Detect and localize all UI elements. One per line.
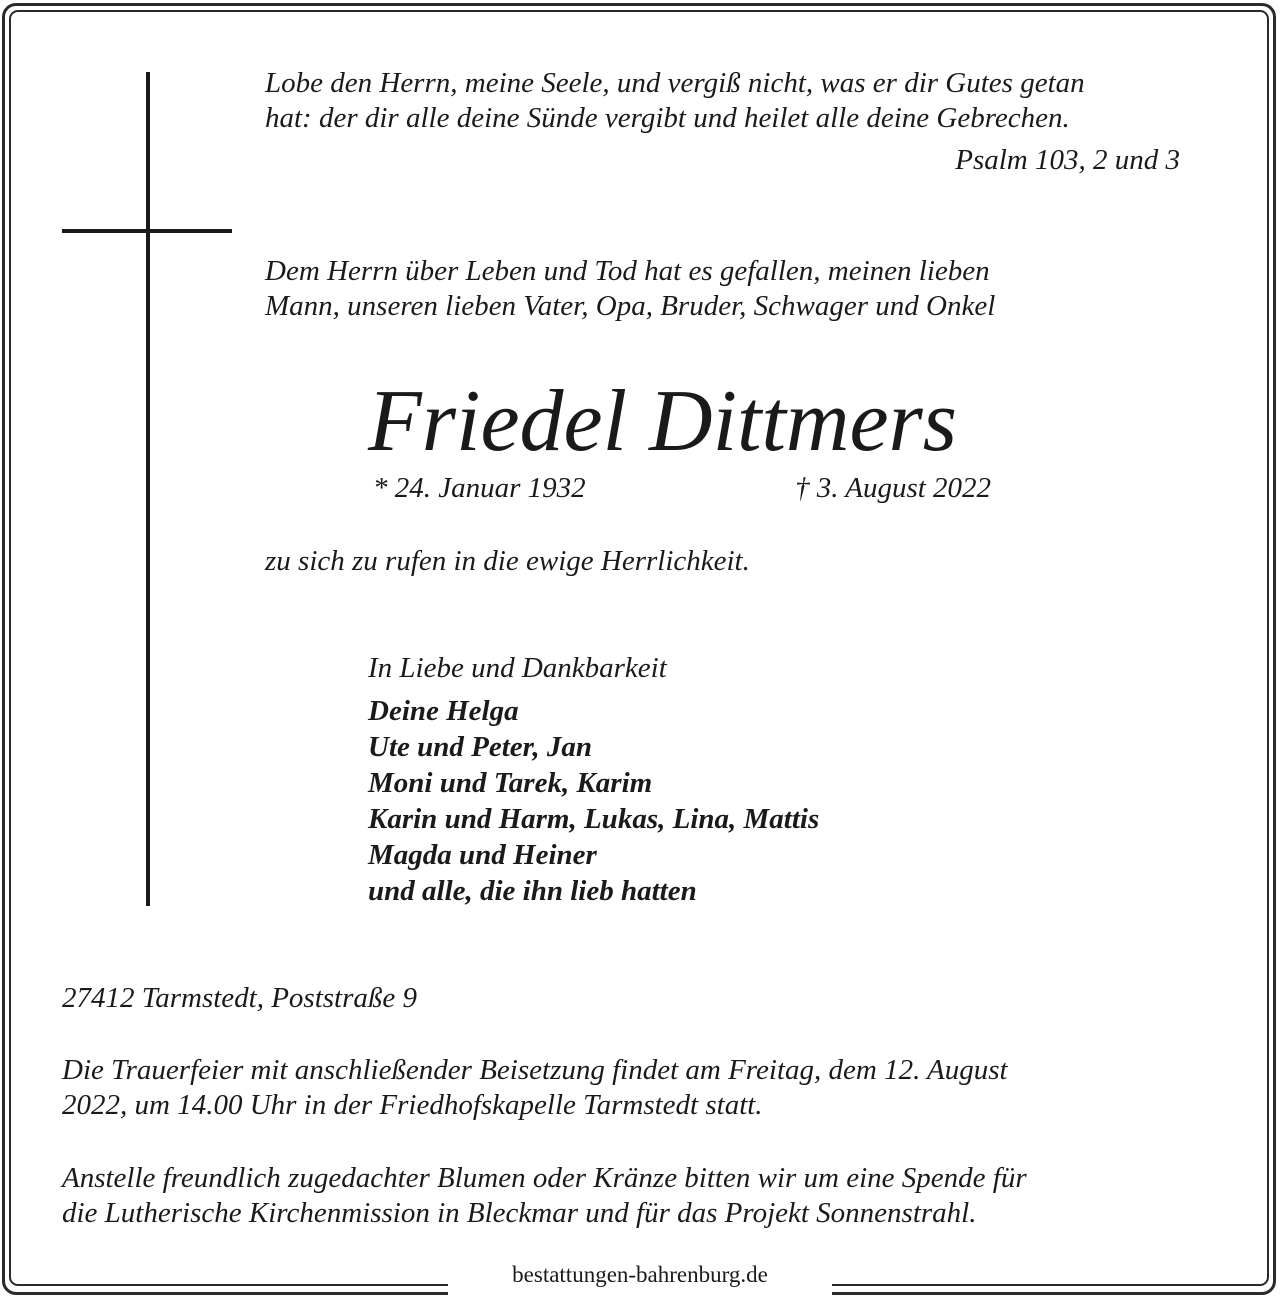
outro-text: zu sich zu rufen in die ewige Herrlichkeit. [265,545,750,577]
mourner-line: Deine Helga [368,695,519,727]
donation-line: Anstelle freundlich zugedachter Blumen oder Kränze bitten wir um eine Spende für [62,1162,1027,1194]
donation-info [62,1161,1242,1231]
mourner-line: Ute und Peter, Jan [368,731,592,763]
verse-reference: Psalm 103, 2 und 3 [955,144,1180,176]
footer-website: bestattungen-bahrenburg.de [512,1262,768,1287]
mourners-list [368,693,819,909]
closing-phrase: In Liebe und Dankbarkeit [368,652,667,684]
donation-line: die Lutherische Kirchenmission in Bleckmar und für das Projekt Sonnenstrahl. [62,1197,977,1229]
deceased-name: Friedel Dittmers [368,373,958,470]
mourner-line: und alle, die ihn lieb hatten [368,875,697,907]
service-line: Die Trauerfeier mit anschließender Beisetzung findet am Freitag, dem 12. August [62,1054,1008,1086]
service-line: 2022, um 14.00 Uhr in der Friedhofskapelle Tarmstedt statt. [62,1089,763,1121]
intro-line: Mann, unseren lieben Vater, Opa, Bruder, Schwager und Onkel [265,290,996,322]
service-info [62,1053,1222,1123]
intro-text [265,254,1225,324]
cross-horizontal-bar [62,229,232,233]
cross-vertical-bar [146,72,150,906]
birth-date: * 24. Januar 1932 [373,472,586,504]
verse-line: Lobe den Herrn, meine Seele, und vergiß nicht, was er dir Gutes getan [265,67,1085,99]
address: 27412 Tarmstedt, Poststraße 9 [62,982,418,1014]
mourner-line: Karin und Harm, Lukas, Lina, Mattis [368,803,820,835]
verse-line: hat: der dir alle deine Sünde vergibt und heilet alle deine Gebrechen. [265,102,1070,134]
intro-line: Dem Herrn über Leben und Tod hat es gefallen, meinen lieben [265,255,990,287]
mourner-line: Magda und Heiner [368,839,597,871]
bible-verse [265,66,1225,136]
death-date: † 3. August 2022 [795,472,992,504]
mourner-line: Moni und Tarek, Karim [368,767,653,799]
